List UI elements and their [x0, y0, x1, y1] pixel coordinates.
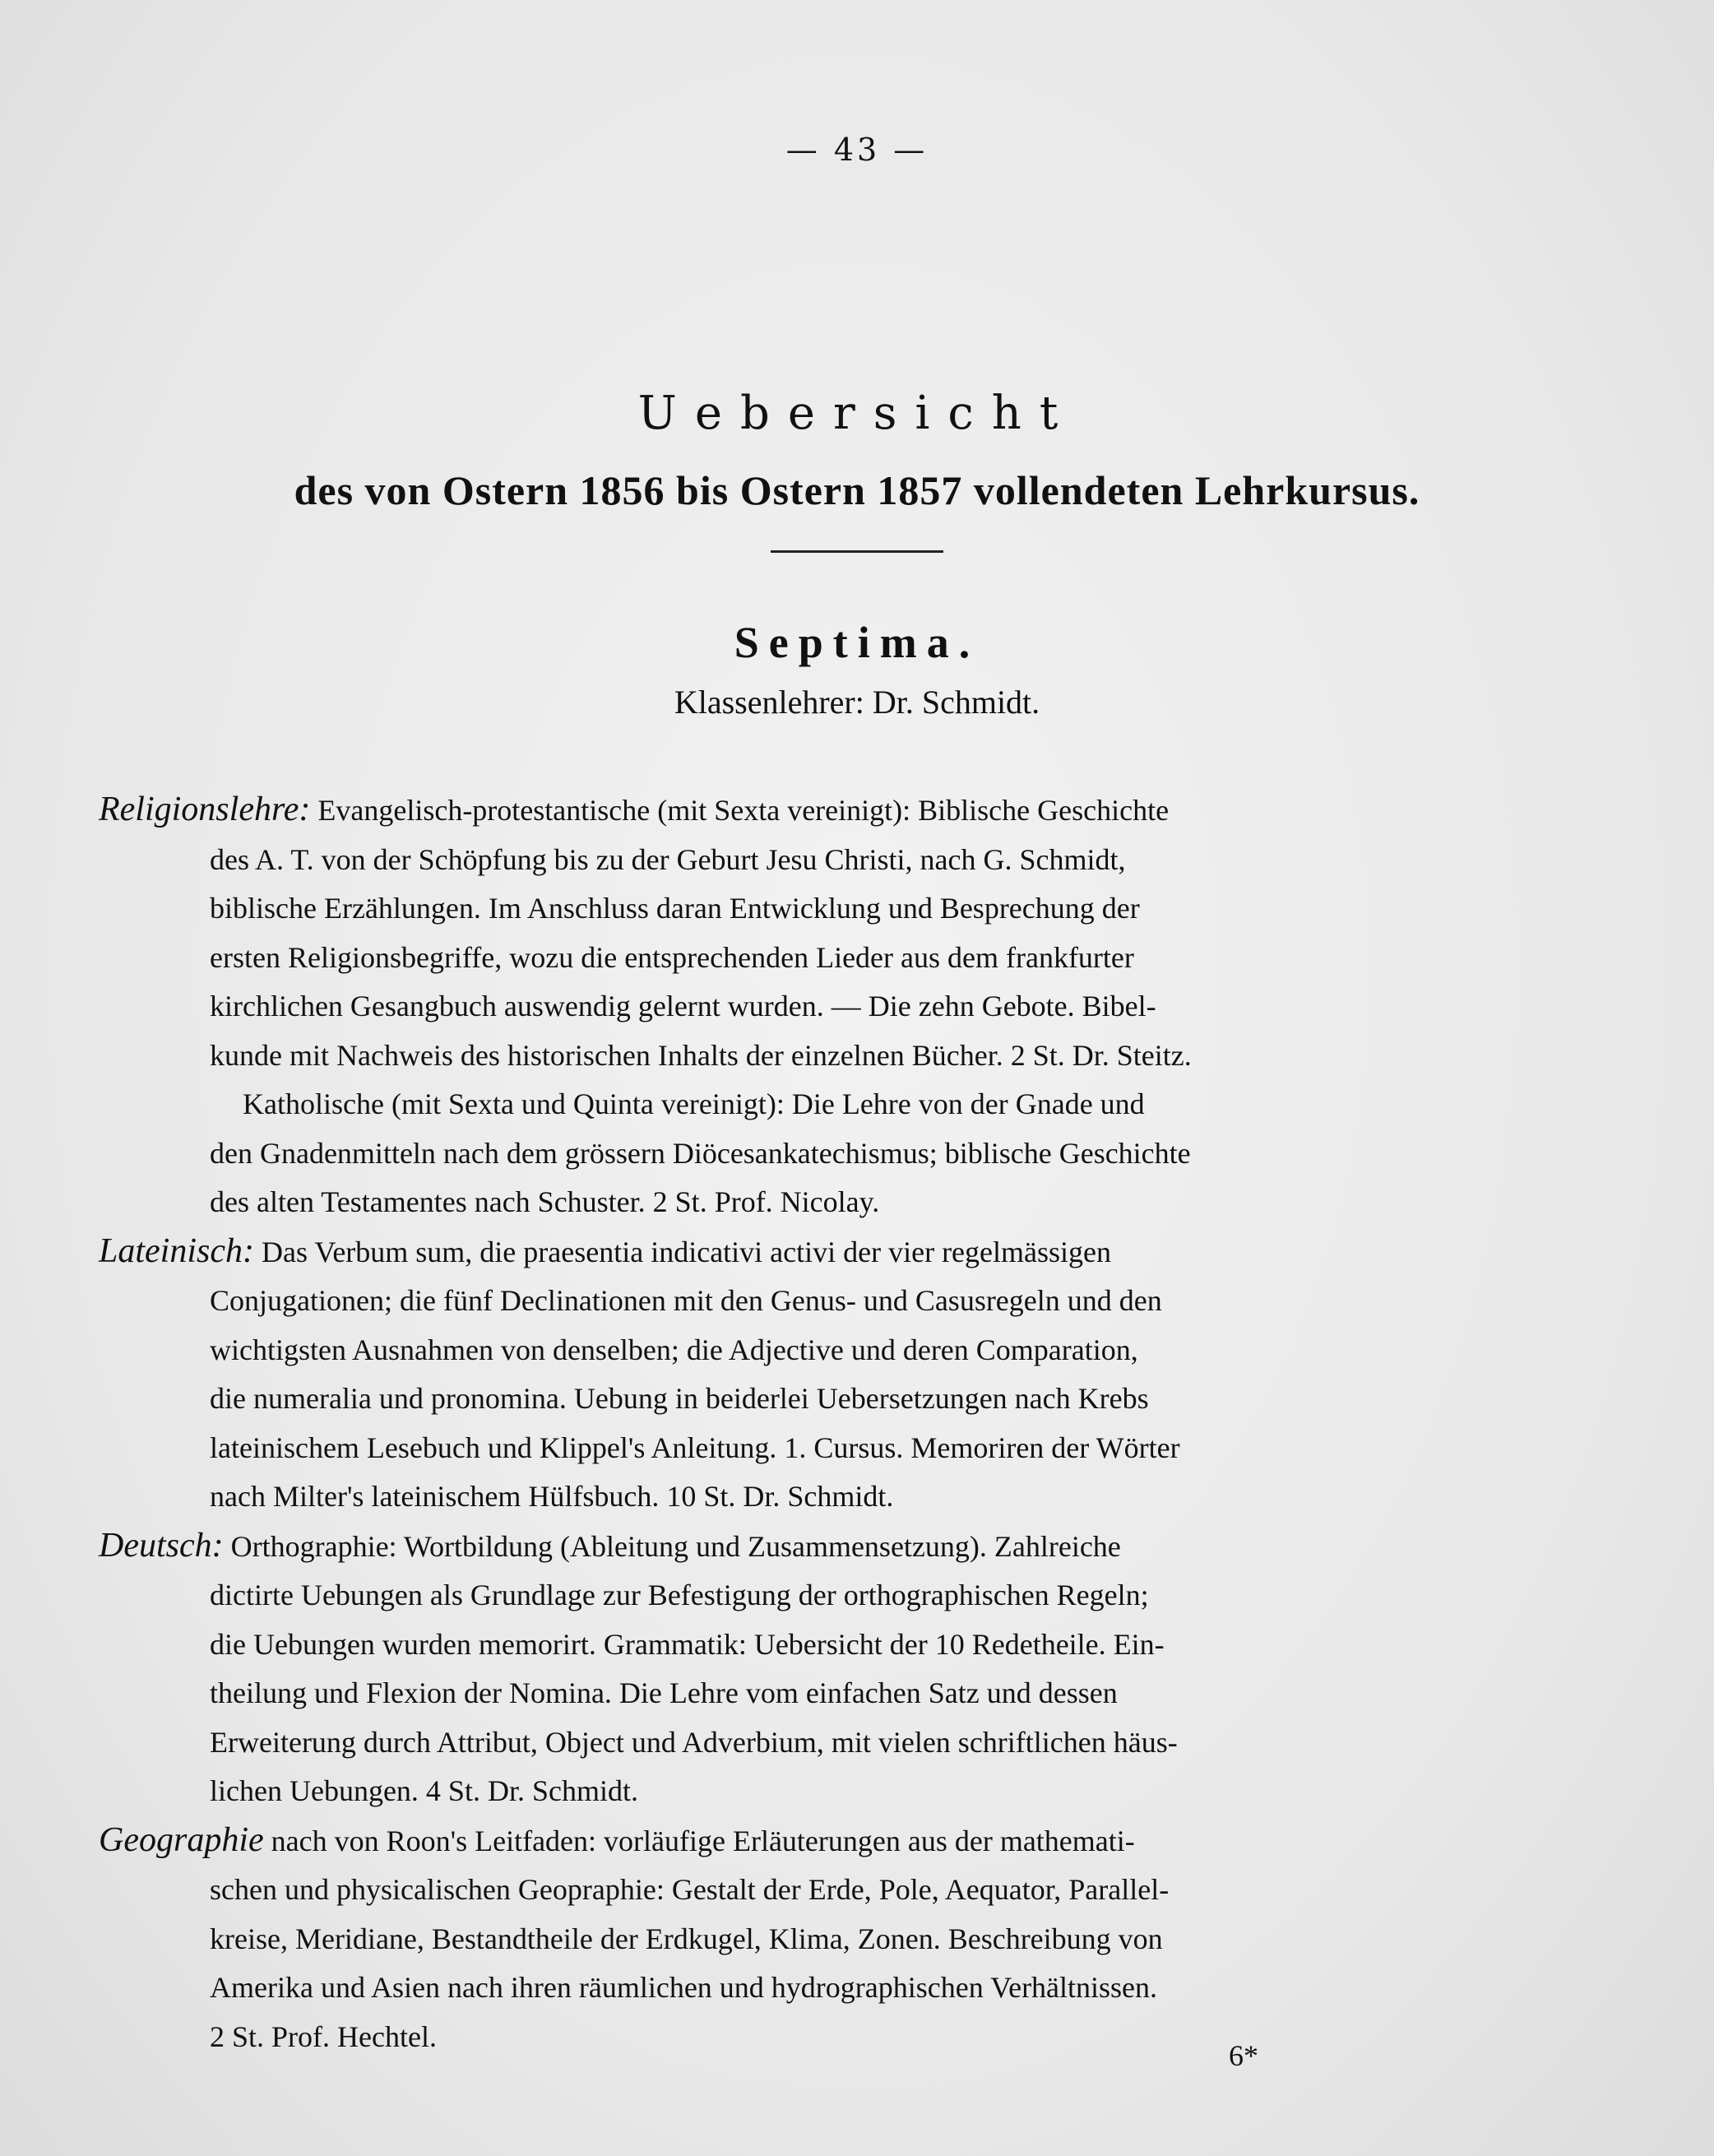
- section-line: biblische Erzählungen. Im Anschluss daran Entwicklung und Besprechung der: [210, 892, 1140, 925]
- page-subtitle: des von Ostern 1856 bis Ostern 1857 vollendeten Lehrkursus.: [294, 467, 1420, 513]
- section-heading: Lateinisch:: [99, 1231, 254, 1270]
- section-line: 2 St. Prof. Hechtel.: [210, 2019, 437, 2053]
- class-teacher: Klassenlehrer: Dr. Schmidt.: [674, 684, 1040, 721]
- section-line: lichen Uebungen. 4 St. Dr. Schmidt.: [210, 1774, 638, 1807]
- page-number: — 43 —: [785, 132, 929, 168]
- section-line: kreise, Meridiane, Bestandtheile der Erdkugel, Klima, Zonen. Beschreibung von: [210, 1922, 1163, 1955]
- section-line: Deutsch: Orthographie: Wortbildung (Ableitung und Zusammensetzung). Zahlreiche: [99, 1526, 1121, 1565]
- section-line: Erweiterung durch Attribut, Object und Adverbium, mit vielen schriftlichen häus-: [210, 1725, 1178, 1759]
- divider-rule: [771, 550, 943, 553]
- section-line: den Gnadenmitteln nach dem grössern Diöcesankatechismus; biblische Geschichte: [210, 1136, 1191, 1170]
- section-line: wichtigsten Ausnahmen von denselben; die Adjective und deren Comparation,: [210, 1333, 1138, 1366]
- course-content: [99, 786, 1526, 2061]
- section-line: des A. T. von der Schöpfung bis zu der Geburt Jesu Christi, nach G. Schmidt,: [210, 842, 1126, 876]
- class-name: Septima.: [734, 618, 980, 667]
- section-line: des alten Testamentes nach Schuster. 2 St. Prof. Nicolay.: [210, 1185, 880, 1218]
- section-heading: Religionslehre:: [99, 791, 311, 828]
- section-latin: [99, 1227, 1526, 1522]
- section-line: kirchlichen Gesangbuch auswendig gelernt wurden. — Die zehn Gebote. Bibel-: [210, 990, 1156, 1022]
- section-line: Katholische (mit Sexta und Quinta vereinigt): Die Lehre von der Gnade und: [243, 1087, 1145, 1120]
- section-line: ersten Religionsbegriffe, wozu die entsprechenden Lieder aus dem frankfurter: [210, 940, 1134, 974]
- section-line: dictirte Uebungen als Grundlage zur Befestigung der orthographischen Regeln;: [210, 1579, 1149, 1611]
- section-line: Amerika und Asien nach ihren räumlichen und hydrographischen Verhältnissen.: [210, 1971, 1158, 2004]
- section-line: nach Milter's lateinischem Hülfsbuch. 10 St. Dr. Schmidt.: [210, 1480, 894, 1513]
- section-geography: [99, 1816, 1526, 2062]
- section-line: die numeralia und pronomina. Uebung in beiderlei Uebersetzungen nach Krebs: [210, 1382, 1149, 1415]
- section-line: Religionslehre: Evangelisch-protestantische (mit Sexta vereinigt): Biblische Geschichte: [99, 791, 1170, 828]
- signature-mark: 6*: [1229, 2039, 1258, 2072]
- section-line: kunde mit Nachweis des historischen Inhalts der einzelnen Bücher. 2 St. Dr. Steitz.: [210, 1038, 1192, 1072]
- section-heading: Geographie: [99, 1820, 264, 1859]
- section-line: theilung und Flexion der Nomina. Die Lehre vom einfachen Satz und dessen: [210, 1676, 1118, 1709]
- section-religion: [99, 786, 1526, 1227]
- page-title: Uebersicht: [637, 387, 1077, 440]
- section-line: die Uebungen wurden memorirt. Grammatik: Uebersicht der 10 Redetheile. Ein-: [210, 1627, 1165, 1661]
- section-german: [99, 1522, 1526, 1816]
- section-line: Lateinisch: Das Verbum sum, die praesentia indicativi activi der vier regelmässigen: [99, 1231, 1111, 1270]
- section-line: lateinischem Lesebuch und Klippel's Anleitung. 1. Cursus. Memoriren der Wörter: [210, 1430, 1180, 1464]
- section-line: Conjugationen; die fünf Declinationen mit den Genus- und Casusregeln und den: [210, 1284, 1162, 1317]
- section-line: Geographie nach von Roon's Leitfaden: vorläufige Erläuterungen aus der mathemati-: [99, 1820, 1135, 1859]
- section-line: schen und physicalischen Geopraphie: Gestalt der Erde, Pole, Aequator, Parallel-: [210, 1873, 1170, 1906]
- section-heading: Deutsch:: [99, 1526, 224, 1565]
- header-block: [0, 387, 1714, 721]
